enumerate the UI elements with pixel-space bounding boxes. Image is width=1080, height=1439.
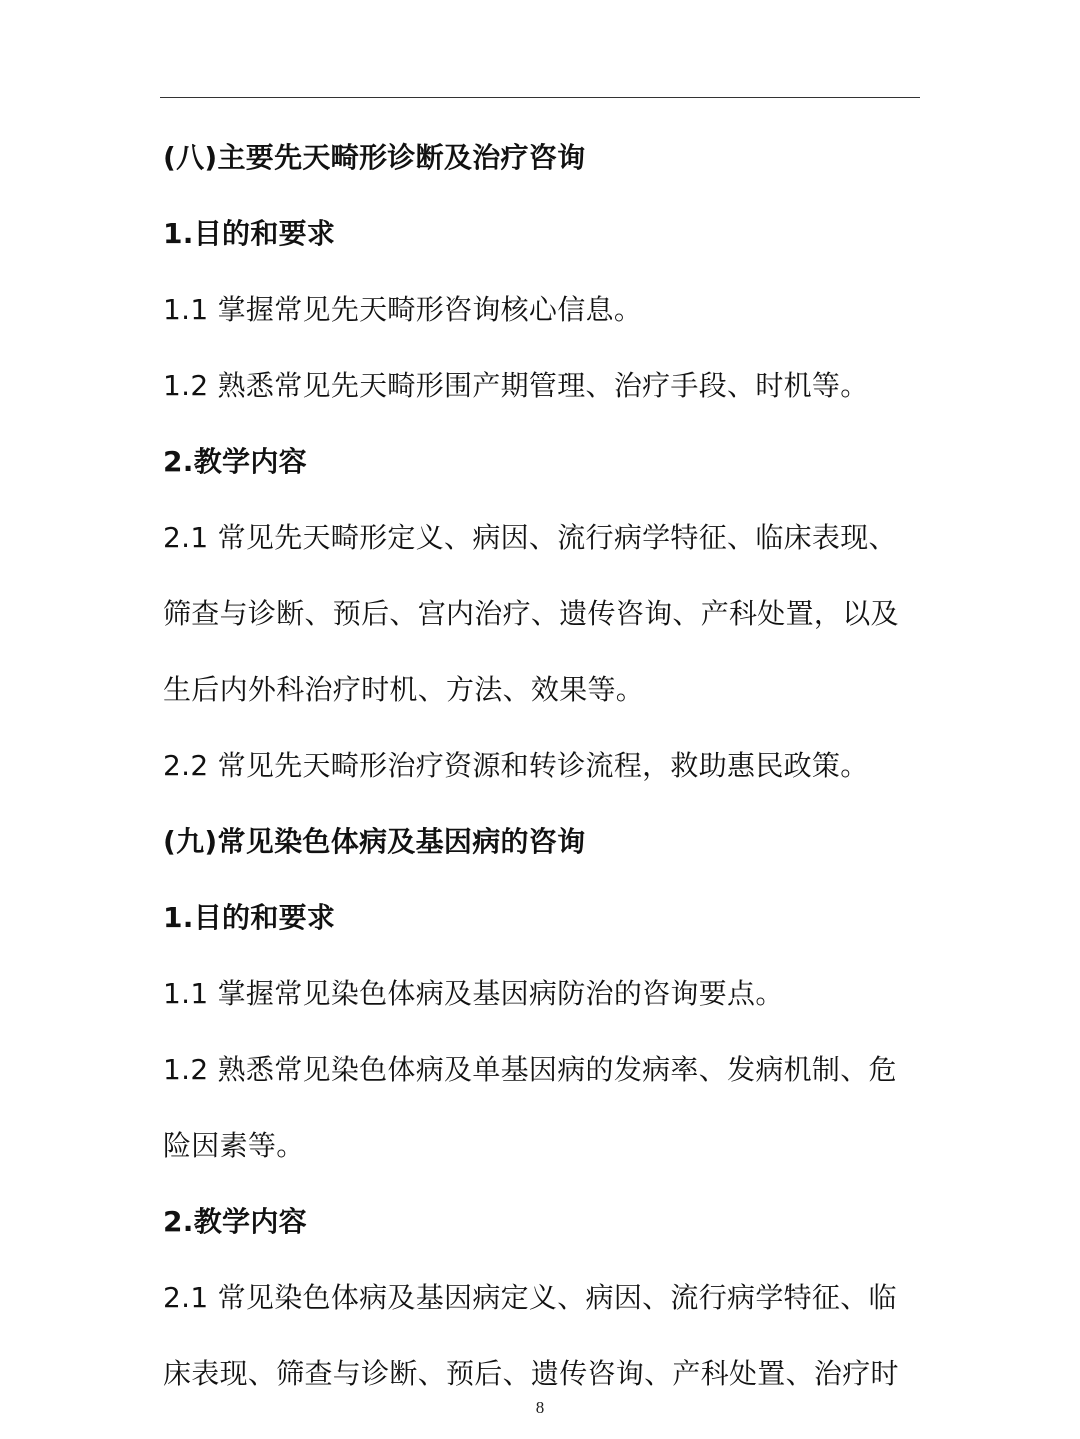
paragraph-line: 险因素等。 — [163, 1129, 305, 1162]
subheading-objectives: 1.目的和要求 — [163, 217, 336, 250]
paragraph-line: 生后内外科治疗时机、方法、效果等。 — [163, 673, 645, 706]
paragraph-line: 1.1 掌握常见先天畸形咨询核心信息。 — [163, 293, 643, 326]
header-rule — [160, 97, 920, 98]
paragraph-line: 1.2 熟悉常见染色体病及单基因病的发病率、发病机制、危 — [163, 1053, 897, 1086]
section-heading-9: (九)常见染色体病及基因病的咨询 — [163, 825, 586, 858]
paragraph-line: 1.1 掌握常见染色体病及基因病防治的咨询要点。 — [163, 977, 784, 1010]
paragraph-line: 2.1 常见染色体病及基因病定义、病因、流行病学特征、临 — [163, 1281, 897, 1314]
paragraph-line: 2.1 常见先天畸形定义、病因、流行病学特征、临床表现、 — [163, 521, 897, 554]
subheading-teaching-content: 2.教学内容 — [163, 1205, 307, 1238]
section-heading-8: (八)主要先天畸形诊断及治疗咨询 — [163, 141, 586, 174]
subheading-objectives: 1.目的和要求 — [163, 901, 336, 934]
page-number: 8 — [535, 1398, 545, 1417]
paragraph-line: 2.2 常见先天畸形治疗资源和转诊流程，救助惠民政策。 — [163, 749, 869, 782]
paragraph-line: 筛查与诊断、预后、宫内治疗、遗传咨询、产科处置，以及 — [163, 597, 899, 630]
paragraph-line: 1.2 熟悉常见先天畸形围产期管理、治疗手段、时机等。 — [163, 369, 869, 402]
subheading-teaching-content: 2.教学内容 — [163, 445, 307, 478]
paragraph-line: 床表现、筛查与诊断、预后、遗传咨询、产科处置、治疗时 — [163, 1357, 899, 1390]
